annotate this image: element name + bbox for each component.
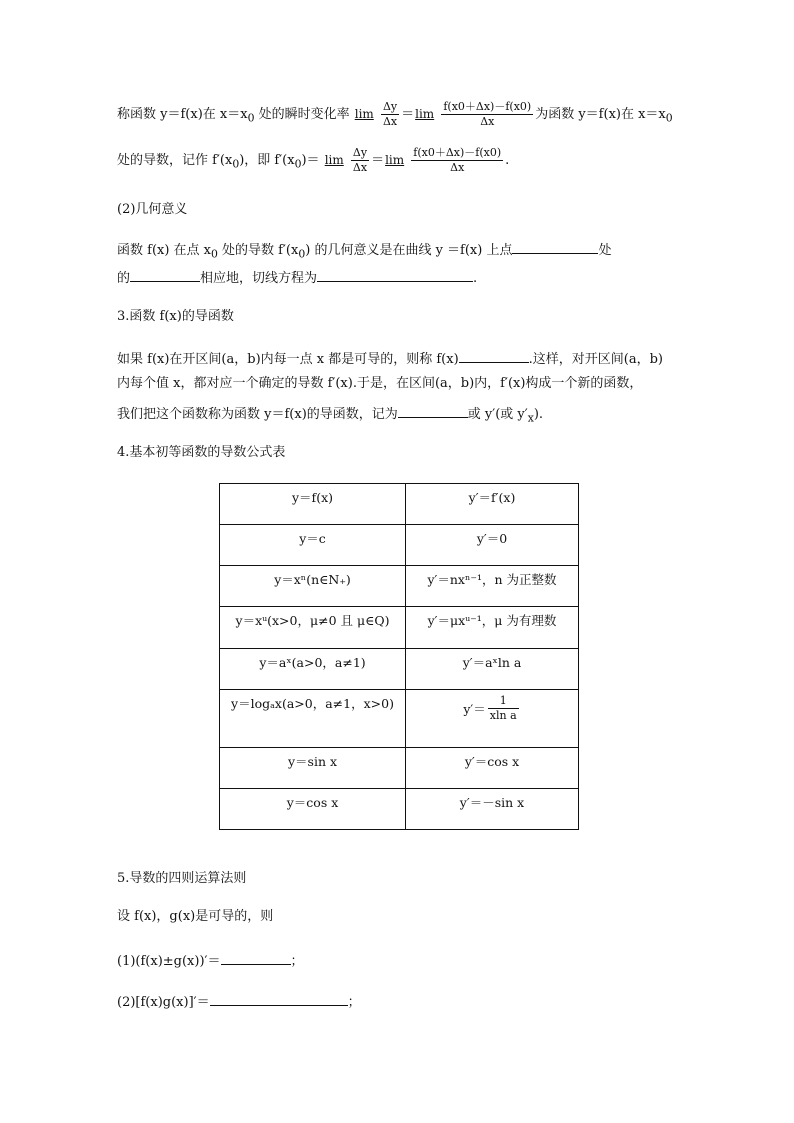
fill-blank[interactable]: [398, 403, 468, 418]
function-cell: y＝aˣ(a>0，a≠1): [220, 649, 406, 690]
table-row: [220, 690, 579, 748]
subscript: 0: [247, 111, 255, 125]
function-cell: y＝c: [220, 525, 406, 566]
text: (1)(f(x)±g(x))′＝: [117, 954, 221, 969]
derivative-cell: y′＝nxⁿ⁻¹，n 为正整数: [406, 566, 579, 607]
section-5-title: [117, 870, 246, 888]
fraction-1-over-xlna: [488, 694, 519, 723]
text: .这样，对开区间(a，b): [528, 352, 664, 367]
denominator: Δx: [441, 114, 533, 129]
text: 的: [117, 271, 131, 286]
text: 处: [598, 243, 612, 258]
denominator: xln a: [489, 709, 517, 722]
text: 或 y′(或 y′: [467, 407, 528, 422]
text: y′＝: [463, 701, 486, 717]
limit-symbol: [385, 151, 404, 169]
table-row: [220, 649, 579, 690]
section-3-line-3: [117, 403, 543, 428]
limit-symbol: [415, 105, 434, 123]
derivative-cell: y′＝aˣln a: [406, 649, 579, 690]
section-3-title: [117, 308, 234, 326]
definition-line-2: [117, 146, 509, 175]
lim-text: lim: [385, 153, 405, 167]
limit-symbol: [355, 105, 374, 123]
rule-2: [117, 991, 361, 1012]
equals: ＝: [401, 107, 415, 122]
section-title: 4.基本初等函数的导数公式表: [117, 445, 286, 460]
fraction-difference-quotient: [441, 100, 533, 129]
text: 处的导数 f′(x: [217, 243, 299, 258]
section-4-title: [117, 444, 285, 462]
fill-blank[interactable]: [130, 267, 200, 282]
period: .: [505, 153, 510, 168]
table-row: [220, 484, 579, 525]
numerator: f(x0＋Δx)－f(x0): [413, 146, 502, 159]
derivative-cell: y′＝f′(x): [406, 484, 579, 525]
rule-1: [117, 950, 304, 971]
derivative-cell: [406, 690, 579, 748]
function-cell: y＝f(x): [220, 484, 406, 525]
text: 为函数 y＝f(x)在 x＝x: [535, 107, 666, 122]
function-cell: y＝xⁿ(n∈N₊): [220, 566, 406, 607]
fill-blank[interactable]: [459, 348, 529, 363]
denominator: Δx: [351, 160, 369, 175]
derivative-cell: y′＝0: [406, 525, 579, 566]
text: 函数 f(x) 在点 x: [117, 243, 212, 258]
text: 内每个值 x，都对应一个确定的导数 f′(x).于是，在区间(a，b)内，f′(x)构成一个新的函数，: [117, 376, 643, 391]
fraction-dy-dx: [381, 100, 399, 129]
denominator: Δx: [381, 114, 399, 129]
subscript: 0: [232, 157, 240, 171]
section-3-line-2: [117, 375, 642, 393]
text: 设 f(x)，g(x)是可导的，则: [117, 909, 274, 924]
denominator: Δx: [411, 160, 503, 175]
subscript: 0: [665, 111, 673, 125]
table-row: [220, 789, 579, 830]
lim-text: lim: [415, 107, 435, 121]
text: ) 的几何意义是在曲线 y ＝f(x) 上点: [305, 243, 513, 258]
subscript: 0: [211, 247, 218, 261]
section-3-line-1: [117, 348, 663, 369]
section-title: 3.函数 f(x)的导函数: [117, 309, 234, 324]
text: ；: [347, 995, 361, 1010]
text: )，即 f′(x: [239, 153, 295, 168]
section-title: (2)几何意义: [117, 202, 188, 217]
equals: ＝: [371, 153, 385, 168]
definition-line-1: [117, 100, 673, 129]
text: 称函数 y＝f(x)在 x＝x: [117, 107, 248, 122]
numerator: 1: [499, 694, 507, 707]
fraction-dy-dx: [351, 146, 369, 175]
section-5-line-1: [117, 908, 273, 926]
table-row: [220, 607, 579, 649]
period: .: [473, 271, 478, 286]
function-cell: y＝xᵘ(x>0，μ≠0 且 μ∈Q): [220, 607, 406, 649]
text: 我们把这个函数称为函数 y＝f(x)的导函数，记为: [117, 407, 398, 422]
fraction-difference-quotient: [411, 146, 503, 175]
numerator: Δy: [382, 100, 398, 113]
derivative-cell: y′＝μxᵘ⁻¹，μ 为有理数: [406, 607, 579, 649]
text: 处的瞬时变化率: [254, 107, 350, 122]
geometric-meaning-line-1: [117, 239, 611, 264]
text: )＝: [301, 153, 320, 168]
limit-symbol: [325, 151, 344, 169]
text: ).: [533, 407, 544, 422]
lim-text: lim: [354, 107, 374, 121]
subscript: 0: [294, 157, 302, 171]
function-cell: y＝logₐx(a>0，a≠1，x>0): [220, 690, 406, 748]
geometric-meaning-title: [117, 201, 187, 219]
text: 相应地，切线方程为: [200, 271, 318, 286]
numerator: Δy: [352, 146, 368, 159]
subscript: x: [527, 411, 534, 425]
fill-blank[interactable]: [512, 239, 598, 254]
fill-blank[interactable]: [221, 950, 291, 965]
function-cell: y＝cos x: [220, 789, 406, 830]
subscript: 0: [298, 247, 306, 261]
table-row: [220, 566, 579, 607]
section-title: 5.导数的四则运算法则: [117, 871, 247, 886]
fill-blank[interactable]: [317, 267, 473, 282]
table-row: [220, 748, 579, 789]
text: ；: [290, 954, 304, 969]
text: 如果 f(x)在开区间(a，b)内每一点 x 都是可导的，则称 f(x): [117, 352, 459, 367]
derivative-formula-table: [219, 483, 579, 830]
derivative-cell: y′＝－sin x: [406, 789, 579, 830]
text: (2)[f(x)g(x)]′＝: [117, 995, 210, 1010]
fill-blank[interactable]: [210, 991, 348, 1006]
geometric-meaning-line-2: [117, 267, 477, 288]
function-cell: y＝sin x: [220, 748, 406, 789]
numerator: f(x0＋Δx)－f(x0): [443, 100, 532, 113]
table-row: [220, 525, 579, 566]
text: 处的导数，记作 f′(x: [117, 153, 233, 168]
lim-text: lim: [324, 153, 344, 167]
derivative-cell: y′＝cos x: [406, 748, 579, 789]
